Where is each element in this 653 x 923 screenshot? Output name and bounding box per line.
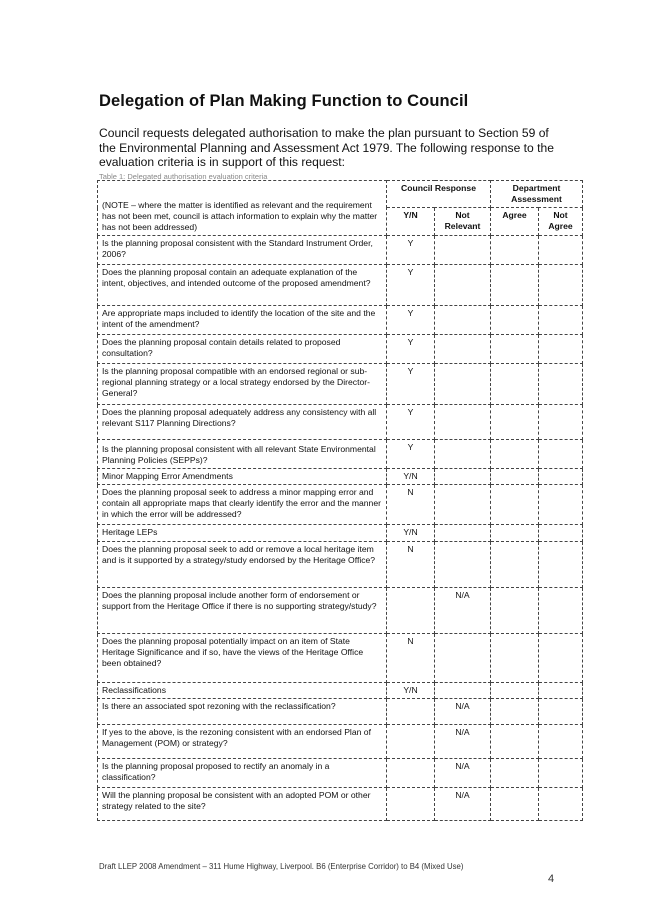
yn-cell: Y xyxy=(387,364,435,405)
not-agree-cell xyxy=(539,236,583,265)
yn-cell: Y/N xyxy=(387,469,435,485)
table-caption: Table 1: Delegated authorisation evaluation criteria xyxy=(99,172,268,181)
table-section-row xyxy=(98,525,583,542)
not-relevant-cell xyxy=(435,236,491,265)
criterion-text: Are appropriate maps included to identify the location of the site and the intent of the amendment? xyxy=(98,306,387,335)
yn-cell xyxy=(387,788,435,821)
not-relevant-cell: N/A xyxy=(435,588,491,634)
not-relevant-cell xyxy=(435,525,491,542)
table-row xyxy=(98,440,583,469)
not-relevant-cell xyxy=(435,634,491,683)
not-relevant-cell xyxy=(435,335,491,364)
evaluation-table xyxy=(97,180,583,821)
not-agree-cell xyxy=(539,265,583,306)
table-section-row xyxy=(98,469,583,485)
yn-cell: Y/N xyxy=(387,525,435,542)
yn-cell: Y/N xyxy=(387,683,435,699)
agree-cell xyxy=(491,699,539,725)
agree-cell xyxy=(491,265,539,306)
page-title: Delegation of Plan Making Function to Council xyxy=(99,92,469,110)
agree-cell xyxy=(491,469,539,485)
not-relevant-cell xyxy=(435,469,491,485)
yn-cell: N xyxy=(387,485,435,525)
not-agree-cell xyxy=(539,364,583,405)
criterion-text: Is the planning proposal consistent with the Standard Instrument Order, 2006? xyxy=(98,236,387,265)
criterion-text: Does the planning proposal contain details related to proposed consultation? xyxy=(98,335,387,364)
table-row xyxy=(98,725,583,759)
not-agree-cell xyxy=(539,725,583,759)
not-agree-cell xyxy=(539,469,583,485)
not-relevant-cell: N/A xyxy=(435,725,491,759)
yn-cell xyxy=(387,699,435,725)
criterion-text: Will the planning proposal be consistent with an adopted POM or other strategy related to the site? xyxy=(98,788,387,821)
page-number: 4 xyxy=(548,873,555,885)
not-agree-cell xyxy=(539,759,583,788)
criterion-text: If yes to the above, is the rezoning consistent with an endorsed Plan of Management (POM) or strategy? xyxy=(98,725,387,759)
table-row xyxy=(98,542,583,588)
table-row xyxy=(98,634,583,683)
section-heading-reclassifications: Reclassifications xyxy=(98,683,387,699)
agree-cell xyxy=(491,306,539,335)
agree-cell xyxy=(491,440,539,469)
not-agree-cell xyxy=(539,525,583,542)
agree-cell xyxy=(491,405,539,440)
agree-cell xyxy=(491,525,539,542)
criterion-text: Is the planning proposal compatible with an endorsed regional or sub-regional planning strategy or a local strategy endorsed by the Director-General? xyxy=(98,364,387,405)
not-relevant-cell xyxy=(435,405,491,440)
not-relevant-cell xyxy=(435,485,491,525)
agree-cell xyxy=(491,634,539,683)
yn-cell: N xyxy=(387,542,435,588)
agree-cell xyxy=(491,236,539,265)
agree-cell xyxy=(491,542,539,588)
not-agree-cell xyxy=(539,588,583,634)
agree-cell xyxy=(491,759,539,788)
yn-cell: Y xyxy=(387,335,435,364)
not-relevant-cell xyxy=(435,364,491,405)
criterion-text: Does the planning proposal include another form of endorsement or support from the Heritage Office if there is no supporting strategy/study? xyxy=(98,588,387,634)
not-agree-cell xyxy=(539,440,583,469)
table-row xyxy=(98,265,583,306)
not-agree-cell xyxy=(539,634,583,683)
not-agree-cell xyxy=(539,306,583,335)
yn-column-header: Y/N xyxy=(387,208,435,236)
agree-cell xyxy=(491,485,539,525)
yn-cell: Y xyxy=(387,440,435,469)
table-row xyxy=(98,364,583,405)
not-agree-column-header: Not Agree xyxy=(539,208,583,236)
yn-cell xyxy=(387,759,435,788)
agree-cell xyxy=(491,788,539,821)
not-agree-cell xyxy=(539,405,583,440)
criterion-text: Is the planning proposal proposed to rectify an anomaly in a classification? xyxy=(98,759,387,788)
not-relevant-cell: N/A xyxy=(435,759,491,788)
not-relevant-cell xyxy=(435,265,491,306)
criterion-text: Does the planning proposal seek to add or remove a local heritage item and is it supported by a strategy/study endorsed by the Heritage Office? xyxy=(98,542,387,588)
not-relevant-cell xyxy=(435,306,491,335)
section-heading-minor-mapping: Minor Mapping Error Amendments xyxy=(98,469,387,485)
yn-cell: Y xyxy=(387,265,435,306)
not-relevant-cell: N/A xyxy=(435,699,491,725)
agree-cell xyxy=(491,364,539,405)
table-row xyxy=(98,759,583,788)
table-row xyxy=(98,306,583,335)
yn-cell xyxy=(387,725,435,759)
agree-cell xyxy=(491,335,539,364)
criterion-text: Does the planning proposal potentially impact on an item of State Heritage Significance and if so, have the views of the Heritage Office been obtained? xyxy=(98,634,387,683)
council-response-header: Council Response xyxy=(387,181,491,208)
table-row xyxy=(98,236,583,265)
section-heading-heritage: Heritage LEPs xyxy=(98,525,387,542)
not-agree-cell xyxy=(539,542,583,588)
table-row xyxy=(98,788,583,821)
not-relevant-cell xyxy=(435,542,491,588)
yn-cell xyxy=(387,588,435,634)
yn-cell: Y xyxy=(387,306,435,335)
agree-column-header: Agree xyxy=(491,208,539,236)
yn-cell: N xyxy=(387,634,435,683)
agree-cell xyxy=(491,683,539,699)
not-relevant-cell xyxy=(435,440,491,469)
not-agree-cell xyxy=(539,699,583,725)
table-row xyxy=(98,405,583,440)
criterion-text: Does the planning proposal adequately address any consistency with all relevant S117 Planning Directions? xyxy=(98,405,387,440)
not-agree-cell xyxy=(539,485,583,525)
table-row xyxy=(98,335,583,364)
not-agree-cell xyxy=(539,788,583,821)
not-relevant-cell: N/A xyxy=(435,788,491,821)
not-agree-cell xyxy=(539,335,583,364)
not-relevant-cell xyxy=(435,683,491,699)
agree-cell xyxy=(491,725,539,759)
criterion-text: Does the planning proposal contain an adequate explanation of the intent, objectives, and intended outcome of the proposed amendment? xyxy=(98,265,387,306)
department-assessment-header: Department Assessment xyxy=(491,181,583,208)
table-note: (NOTE – where the matter is identified as relevant and the requirement has not been met, council is attach information to explain why the matter has not been addressed) xyxy=(98,181,387,236)
table-row xyxy=(98,699,583,725)
intro-paragraph: Council requests delegated authorisation to make the plan pursuant to Section 59 of the Environmental Planning and Assessment Act 1979. The following response to the evaluation criteria is in support of this request: xyxy=(99,126,554,169)
criterion-text: Is there an associated spot rezoning with the reclassification? xyxy=(98,699,387,725)
agree-cell xyxy=(491,588,539,634)
not-agree-cell xyxy=(539,683,583,699)
yn-cell: Y xyxy=(387,405,435,440)
not-relevant-column-header: Not Relevant xyxy=(435,208,491,236)
criterion-text: Is the planning proposal consistent with all relevant State Environmental Planning Policies (SEPPs)? xyxy=(98,440,387,469)
table-row xyxy=(98,588,583,634)
yn-cell: Y xyxy=(387,236,435,265)
table-row xyxy=(98,485,583,525)
criterion-text: Does the planning proposal seek to address a minor mapping error and contain all appropriate maps that clearly identify the error and the manner in which the error will be addressed? xyxy=(98,485,387,525)
table-section-row xyxy=(98,683,583,699)
page-footer: Draft LLEP 2008 Amendment – 311 Hume Highway, Liverpool. B6 (Enterprise Corridor) to B4 (Mixed Use) xyxy=(99,862,464,871)
